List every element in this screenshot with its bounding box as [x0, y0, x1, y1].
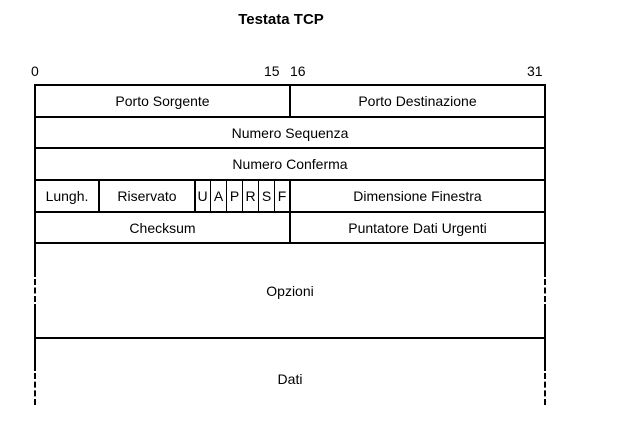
- field-porto-destinazione: Porto Destinazione: [358, 93, 477, 109]
- field-lunghezza: Lungh.: [45, 188, 89, 204]
- field-porto-sorgente: Porto Sorgente: [115, 93, 210, 109]
- field-numero-sequenza: Numero Sequenza: [231, 124, 349, 141]
- bit-number-16: 16: [290, 63, 306, 79]
- bit-number-0: 0: [31, 63, 39, 79]
- right-edge-opzioni-lower: [544, 304, 546, 371]
- field-riservato: Riservato: [117, 188, 177, 204]
- flag-r: R: [245, 188, 256, 204]
- field-opzioni: Opzioni: [266, 282, 314, 299]
- diagram-title: Testata TCP: [238, 11, 324, 28]
- field-numero-conferma: Numero Conferma: [232, 156, 348, 172]
- field-dimensione-finestra: Dimensione Finestra: [353, 188, 482, 204]
- bit-number-31: 31: [527, 63, 543, 79]
- flag-u: U: [197, 188, 208, 204]
- right-edge-dashed-dati: [544, 373, 546, 405]
- field-dati: Dati: [277, 371, 303, 387]
- right-edge: [544, 84, 546, 277]
- flag-s: S: [261, 188, 272, 204]
- flag-a: A: [213, 188, 224, 204]
- right-edge-dashed-opzioni: [544, 279, 546, 302]
- flag-p: P: [229, 188, 240, 204]
- flag-f: F: [277, 188, 287, 204]
- field-puntatore-dati-urgenti: Puntatore Dati Urgenti: [348, 219, 487, 236]
- bit-number-15: 15: [264, 63, 280, 79]
- field-checksum: Checksum: [129, 219, 196, 236]
